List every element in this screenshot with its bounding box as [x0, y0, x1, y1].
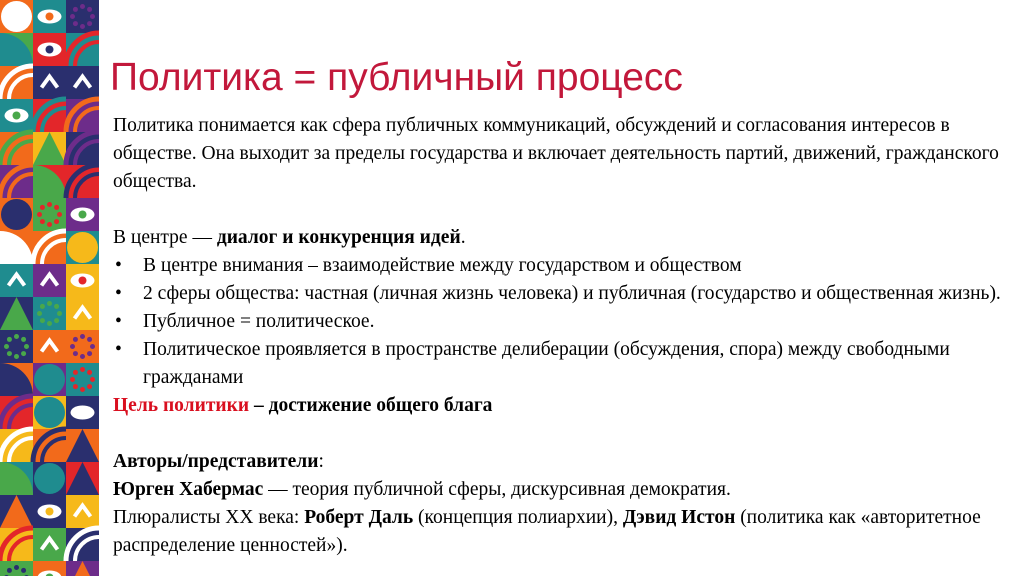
habermas-description: — теория публичной сферы, дискурсивная демократия.: [263, 479, 731, 500]
authors-heading-line: [113, 448, 1003, 476]
dotted-circle-icon: [80, 367, 85, 372]
dotted-circle-icon: [54, 304, 59, 309]
dotted-circle-icon: [14, 354, 19, 359]
eye-pupil: [46, 13, 54, 21]
dotted-circle-icon: [37, 311, 42, 316]
dotted-circle-icon: [24, 344, 29, 349]
eye-pupil: [79, 211, 87, 219]
dotted-circle-icon: [73, 384, 78, 389]
eye-pupil: [46, 46, 54, 54]
authors-heading-suffix: :: [318, 451, 324, 472]
dotted-circle-icon: [4, 344, 9, 349]
center-line: [113, 224, 1003, 252]
mosaic-circle: [34, 364, 65, 395]
mosaic-tile: [33, 264, 66, 297]
dotted-circle-icon: [80, 387, 85, 392]
mosaic-tile: [33, 330, 66, 363]
bullet-marker: •: [115, 311, 122, 332]
slide-title: Политика = публичный процесс: [110, 56, 683, 99]
bullet-marker: •: [115, 255, 122, 276]
goal-label: Цель политики: [113, 395, 250, 416]
dotted-circle-icon: [54, 219, 59, 224]
dotted-circle-icon: [47, 222, 52, 227]
eye-pupil: [79, 277, 87, 285]
authors-heading: Авторы/представители: [113, 451, 319, 472]
goal-line: [113, 392, 1003, 420]
bullet-text: В центре внимания – взаимодействие между государством и обществом: [143, 255, 742, 276]
dotted-circle-icon: [90, 377, 95, 382]
mosaic-tile: [33, 528, 66, 561]
dahl-description: (концепция полиархии),: [413, 507, 623, 528]
mosaic-tile: [66, 66, 99, 99]
bullet-item: [113, 336, 1003, 392]
easton-description: (политика как «авторитетное распределение ценностей»).: [113, 507, 981, 556]
bullet-text: Публичное = политическое.: [143, 311, 375, 332]
bullet-item: [113, 280, 1003, 308]
dotted-circle-icon: [21, 337, 26, 342]
mosaic-tile: [33, 66, 66, 99]
dotted-circle-icon: [80, 4, 85, 9]
intro-paragraph: Политика понимается как сфера публичных коммуникаций, обсуждений и согласования интересов в обществе. Она выходит за пределы государства и включает деятельность партий, движений, гражданского общества.: [113, 115, 999, 192]
dotted-circle-icon: [40, 205, 45, 210]
bullet-item: [113, 252, 1003, 280]
dotted-circle-icon: [7, 337, 12, 342]
dotted-circle-icon: [80, 354, 85, 359]
dotted-circle-icon: [14, 565, 19, 570]
eye-pupil: [79, 409, 87, 417]
dotted-circle-icon: [54, 318, 59, 323]
dotted-circle-icon: [40, 318, 45, 323]
dotted-circle-icon: [7, 351, 12, 356]
dotted-circle-icon: [73, 7, 78, 12]
dotted-circle-icon: [47, 301, 52, 306]
mosaic-circle: [1, 199, 32, 230]
dotted-circle-icon: [40, 304, 45, 309]
dotted-circle-icon: [80, 24, 85, 29]
author-easton: Дэвид Истон: [622, 507, 736, 528]
dotted-circle-icon: [80, 334, 85, 339]
bullet-marker: •: [115, 339, 122, 360]
habermas-line: [113, 476, 1003, 504]
dotted-circle-icon: [54, 205, 59, 210]
dotted-circle-icon: [73, 351, 78, 356]
dotted-circle-icon: [21, 351, 26, 356]
mosaic-circle: [34, 397, 65, 428]
dotted-circle-icon: [70, 14, 75, 19]
mosaic-circle: [34, 463, 65, 494]
dotted-circle-icon: [87, 370, 92, 375]
pluralists-line: [113, 504, 1003, 560]
mosaic-circle: [67, 232, 98, 263]
dotted-circle-icon: [87, 337, 92, 342]
center-prefix: В центре —: [113, 227, 217, 248]
dotted-circle-icon: [14, 334, 19, 339]
dotted-circle-icon: [90, 14, 95, 19]
dotted-circle-icon: [57, 212, 62, 217]
dotted-circle-icon: [70, 344, 75, 349]
dotted-circle-icon: [37, 212, 42, 217]
dotted-circle-icon: [47, 321, 52, 326]
center-suffix: .: [460, 227, 466, 248]
eye-pupil: [13, 112, 21, 120]
author-habermas: Юрген Хабермас: [113, 479, 264, 500]
mosaic-tile: [66, 495, 99, 528]
dotted-circle-icon: [87, 351, 92, 356]
dotted-circle-icon: [57, 311, 62, 316]
goal-text: – достижение общего блага: [249, 395, 493, 416]
decorative-mosaic-strip: [0, 0, 100, 576]
eye-pupil: [46, 508, 54, 516]
mosaic-tile: [0, 264, 33, 297]
dotted-circle-icon: [73, 337, 78, 342]
dotted-circle-icon: [73, 370, 78, 375]
bullet-text: Политическое проявляется в пространстве делиберации (обсуждения, спора) между свободными гражданами: [143, 339, 950, 388]
bullet-marker: •: [115, 283, 122, 304]
dotted-circle-icon: [90, 344, 95, 349]
dotted-circle-icon: [40, 219, 45, 224]
center-emphasis: диалог и конкуренция идей: [216, 227, 461, 248]
mosaic-circle: [1, 1, 32, 32]
bullet-text: 2 сферы общества: частная (личная жизнь человека) и публичная (государство и общественная жизнь).: [143, 283, 1001, 304]
dotted-circle-icon: [47, 202, 52, 207]
author-dahl: Роберт Даль: [304, 507, 414, 528]
dotted-circle-icon: [21, 568, 26, 573]
dotted-circle-icon: [87, 7, 92, 12]
dotted-circle-icon: [70, 377, 75, 382]
dotted-circle-icon: [87, 21, 92, 26]
dotted-circle-icon: [87, 384, 92, 389]
slide-body: [113, 112, 1003, 560]
dotted-circle-icon: [73, 21, 78, 26]
mosaic-tile: [66, 297, 99, 330]
pluralists-prefix: Плюралисты XX века:: [113, 507, 305, 528]
dotted-circle-icon: [7, 568, 12, 573]
bullet-item: [113, 308, 1003, 336]
